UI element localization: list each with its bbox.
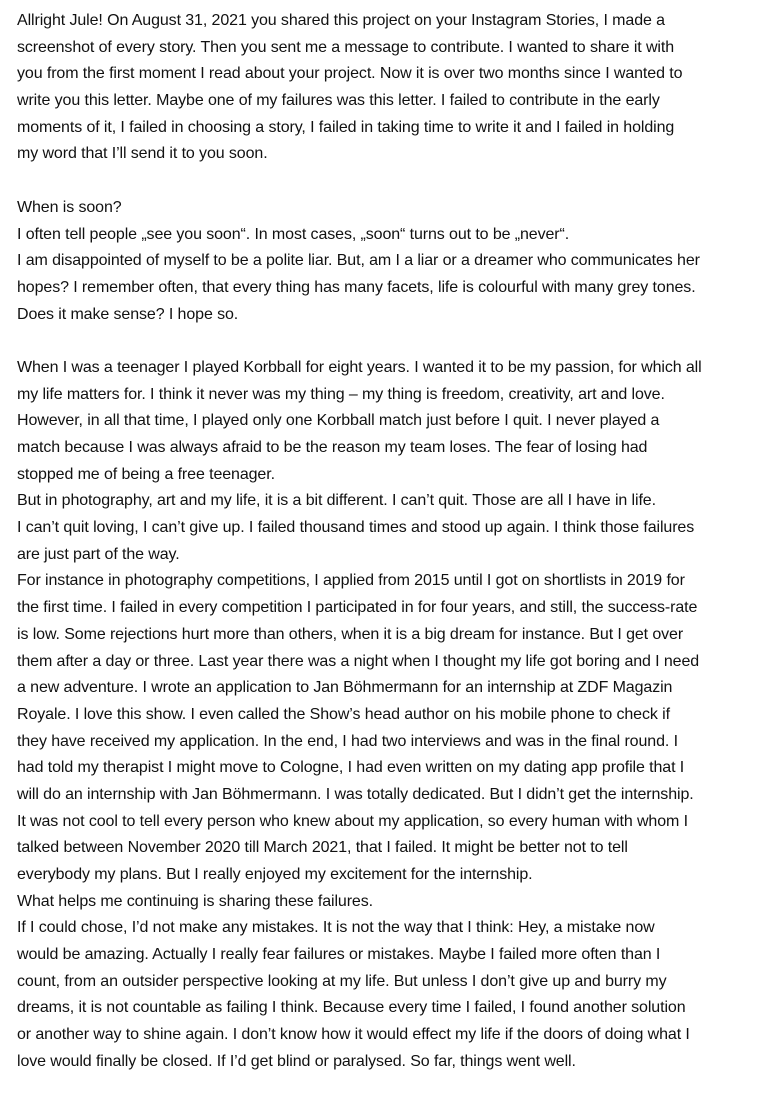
letter-line: everybody my plans. But I really enjoyed my excitement for the internship. (17, 866, 533, 883)
letter-line: moments of it, I failed in choosing a story, I failed in taking time to write it and I failed in holding (17, 118, 675, 136)
letter-line: I often tell people „see you soon“. In most cases, „soon“ turns out to be „never“. (17, 225, 570, 243)
paragraph-gap (17, 328, 752, 355)
letter-line: Royale. I love this show. I even called the Show’s head author on his mobile phone to check if (17, 705, 670, 723)
letter-line: For instance in photography competitions, I applied from 2015 until I got on shortlists in 2019 for (17, 572, 685, 590)
letter-line: Does it make sense? I hope so. (17, 305, 239, 323)
letter-line: When I was a teenager I played Korbball for eight years. I wanted it to be my passion, for which all (17, 358, 702, 376)
letter-line: or another way to shine again. I don’t know how it would effect my life if the doors of doing what I (17, 1026, 690, 1044)
letter-line: count, from an outsider perspective looking at my life. But unless I don’t give up and burry my (17, 972, 667, 990)
paragraph-gap (17, 168, 752, 195)
letter-line: them after a day or three. Last year there was a night when I thought my life got boring and I need (17, 652, 700, 670)
letter-line: When is soon? (17, 198, 122, 216)
letter-line: I am disappointed of myself to be a polite liar. But, am I a liar or a dreamer who communicates her (17, 252, 700, 270)
letter-line: hopes? I remember often, that every thing has many facets, life is colourful with many grey tones. (17, 278, 696, 296)
letter-line: talked between November 2020 till March 2021, that I failed. It might be better not to tell (17, 839, 628, 857)
letter-line: would be amazing. Actually I really fear failures or mistakes. Maybe I failed more often than I (17, 946, 661, 964)
letter-line: you from the first moment I read about your project. Now it is over two months since I wanted to (17, 65, 683, 83)
letter-line: my word that I’ll send it to you soon. (17, 145, 268, 163)
letter-line: my life matters for. I think it never was my thing – my thing is freedom, creativity, art and love. (17, 385, 665, 403)
letter-line: love would finally be closed. If I’d get blind or paralysed. So far, things went well. (17, 1052, 576, 1070)
letter-line: If I could chose, I’d not make any mistakes. It is not the way that I think: Hey, a mistake now (17, 919, 655, 937)
letter-line: I can’t quit loving, I can’t give up. I failed thousand times and stood up again. I think those failures (17, 519, 695, 537)
letter-line: What helps me continuing is sharing these failures. (17, 892, 373, 910)
letter-line: Allright Jule! On August 31, 2021 you shared this project on your Instagram Stories, I made a (17, 12, 665, 29)
letter-body (17, 8, 752, 1076)
letter-line: they have received my application. In the end, I had two interviews and was in the final round. I (17, 732, 678, 750)
letter-line: are just part of the way. (17, 545, 180, 563)
letter-line: had told my therapist I might move to Cologne, I had even written on my dating app profile that I (17, 759, 685, 777)
letter-line: is low. Some rejections hurt more than others, when it is a big dream for instance. But I get over (17, 625, 684, 643)
letter-line: will do an internship with Jan Böhmermann. I was totally dedicated. But I didn’t get the internship. (17, 785, 694, 803)
letter-line: write you this letter. Maybe one of my failures was this letter. I failed to contribute in the early (17, 92, 660, 110)
letter-line: screenshot of every story. Then you sent me a message to contribute. I wanted to share it with (17, 38, 675, 56)
letter-line: It was not cool to tell every person who knew about my application, so every human with whom I (17, 812, 688, 830)
letter-line: match because I was always afraid to be the reason my team loses. The fear of losing had (17, 439, 648, 456)
letter-line: dreams, it is not countable as failing I think. Because every time I failed, I found another solution (17, 999, 686, 1017)
letter-line: the first time. I failed in every competition I participated in for four years, and still, the success-rate (17, 599, 698, 617)
letter-line: But in photography, art and my life, it is a bit different. I can’t quit. Those are all I have in life. (17, 492, 656, 510)
letter-line: However, in all that time, I played only one Korbball match just before I quit. I never played a (17, 412, 660, 430)
letter-line: a new adventure. I wrote an application to Jan Böhmermann for an internship at ZDF Magazin (17, 679, 673, 697)
letter-line: stopped me of being a free teenager. (17, 465, 275, 483)
